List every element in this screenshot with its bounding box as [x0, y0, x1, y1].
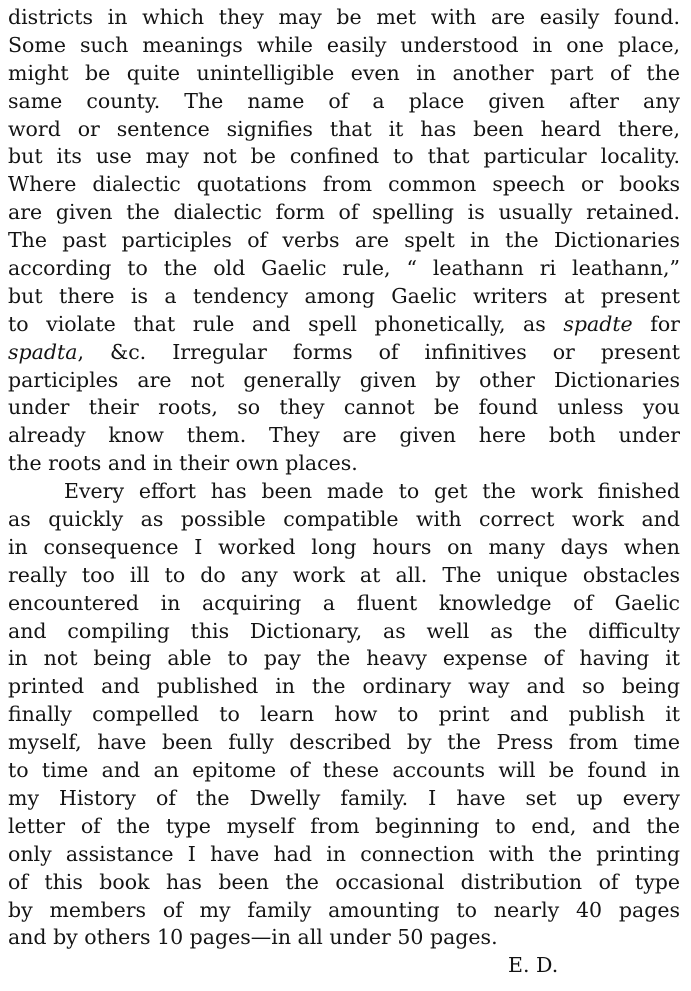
text-line: participles are not generally given by other Dictionaries: [8, 367, 680, 392]
document-page: [8, 4, 680, 980]
text-line: The past participles of verbs are spelt in the Dictionaries: [8, 228, 680, 253]
text-line: only assistance I have had in connection with the printing: [8, 841, 680, 866]
text-line: as quickly as possible compatible with correct work and: [8, 507, 680, 532]
text-line: my History of the Dwelly family. I have set up every: [8, 785, 680, 810]
text-line: encountered in acquiring a fluent knowledge of Gaelic: [8, 590, 680, 615]
text-line: letter of the type myself from beginning to end, and the: [8, 813, 680, 838]
text-line: and compiling this Dictionary, as well as the difficulty: [8, 618, 680, 643]
text-line: Every effort has been made to get the work finished: [64, 479, 680, 504]
text-line: printed and published in the ordinary way and so being: [8, 674, 680, 699]
text-line: but its use may not be confined to that particular locality.: [8, 144, 680, 169]
paragraph-dialect-notes: [8, 4, 680, 478]
italic-word-spadta: spadta: [8, 339, 78, 364]
text-line: Some such meanings while easily understood in one place,: [8, 32, 680, 57]
text-line: really too ill to do any work at all. The unique obstacles: [8, 562, 680, 587]
text-segment: to violate that rule and spell phonetically, as: [8, 311, 546, 336]
text-line: myself, have been fully described by the Press from time: [8, 730, 680, 755]
text-line: to time and an epitome of these accounts will be found in: [8, 758, 680, 783]
text-line: and by others 10 pages—in all under 50 pages.: [8, 925, 498, 950]
text-segment: , &c. Irregular forms of infinitives or present: [77, 339, 680, 364]
text-line: in consequence I worked long hours on many days when: [8, 534, 680, 559]
text-line: districts in which they may be met with are easily found.: [8, 5, 680, 29]
text-line: word or sentence signifies that it has been heard there,: [8, 116, 680, 141]
text-line: under their roots, so they cannot be found unless you: [8, 395, 680, 420]
text-line: finally compelled to learn how to print and publish it: [8, 702, 680, 727]
text-line: the roots and in their own places.: [8, 451, 358, 476]
text-line: already know them. They are given here both under: [8, 423, 680, 448]
text-line-mixed: [8, 311, 680, 339]
text-line: same county. The name of a place given after any: [8, 88, 680, 113]
italic-word-spadte: spadte: [563, 311, 633, 336]
text-line: according to the old Gaelic rule, “ leathann ri leathann,”: [8, 256, 680, 281]
author-initials: E. D.: [508, 953, 559, 978]
text-line-mixed: [8, 339, 680, 367]
text-line: of this book has been the occasional distribution of type: [8, 869, 680, 894]
text-line: might be quite unintelligible even in another part of the: [8, 60, 680, 85]
paragraph-effort-statement: [8, 478, 680, 952]
text-line: but there is a tendency among Gaelic writers at present: [8, 283, 680, 308]
text-line: Where dialectic quotations from common speech or books: [8, 172, 680, 197]
text-segment: for: [650, 311, 680, 336]
text-line: in not being able to pay the heavy expense of having it: [8, 646, 680, 671]
text-line: are given the dialectic form of spelling is usually retained.: [8, 200, 680, 225]
text-line: by members of my family amounting to nearly 40 pages: [8, 897, 680, 922]
